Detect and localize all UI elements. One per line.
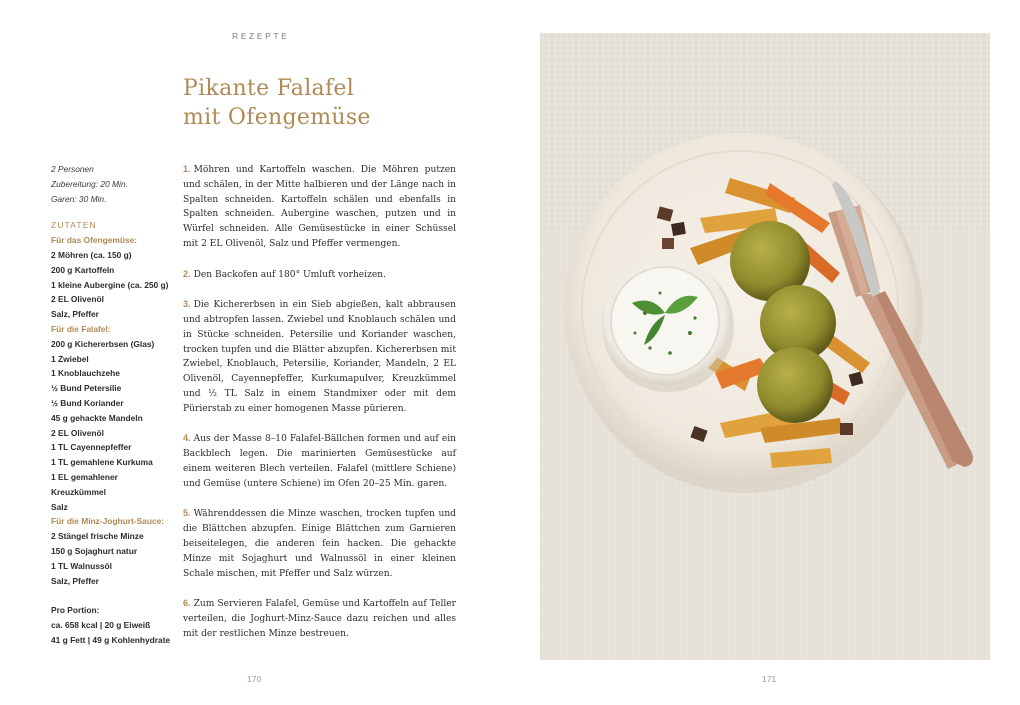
ingredient-item: Salz, Pfeffer: [51, 575, 99, 586]
instructions: [183, 162, 456, 656]
step-number: 4.: [183, 433, 191, 444]
ingredient-item: 1 TL gemahlene Kurkuma: [51, 457, 153, 468]
ingredient-item: 200 g Kartoffeln: [51, 264, 115, 275]
recipe-title-line-1: Pikante Falafel: [183, 76, 355, 101]
recipe-title: [183, 74, 371, 132]
step-text: Aus der Masse 8–10 Falafel-Bällchen formen und auf ein Backblech legen. Die marinierten Gemüsestücke auf einem weiteren Blech verteilen. Falafel (mittlere Schiene) und Gemüse (untere Schiene) im Ofen 20–25 Min. garen.: [183, 434, 456, 489]
right-page: [510, 0, 1020, 705]
group-heading: Für die Minz-Joghurt-Sauce:: [51, 516, 165, 527]
prep-time: Zubereitung: 20 Min.: [51, 178, 128, 189]
ingredient-item: 1 Zwiebel: [51, 353, 89, 364]
ingredient-item: Kreuzkümmel: [51, 486, 106, 497]
ingredient-item: Salz, Pfeffer: [51, 309, 99, 320]
step-1: [183, 162, 456, 252]
dish-illustration: [540, 33, 990, 660]
ingredient-item: 1 Knoblauchzehe: [51, 368, 120, 379]
step-number: 3.: [183, 299, 191, 310]
ingredient-item: 2 EL Olivenöl: [51, 294, 104, 305]
step-text: Die Kichererbsen in ein Sieb abgießen, kalt abbrausen und abtropfen lassen. Zwiebel und Knoblauch schälen und in Stücke schneiden. Petersilie und Koriander waschen, trocken tupfen und die Blätter abzupfen. Kichererbsen mit Zwiebel, Knoblauch, Petersilie, Koriander, Mandeln, 2 EL Olivenöl, Cayennepfeffer, Kurkumapulver, Kreuzkümmel und ½ TL Salz in einem Standmixer oder mit dem Pürierstab zu einer homogenen Masse pürieren.: [183, 300, 456, 414]
ingredient-item: 150 g Sojaghurt natur: [51, 545, 138, 556]
ingredient-item: 2 Stängel frische Minze: [51, 531, 144, 542]
step-text: Möhren und Kartoffeln waschen. Die Möhren putzen und schälen, in der Mitte halbieren und der Länge nach in Spalten schneiden. Kartoffeln schälen und ebenfalls in Spalten schneiden. Aubergine waschen, putzen und in Würfel schneiden. Alle Gemüsestücke in einer Schüssel mit 2 EL Olivenöl, Salz und Pfeffer vermengen.: [183, 165, 456, 249]
step-5: [183, 506, 456, 581]
ingredient-item: 2 Möhren (ca. 150 g): [51, 249, 132, 260]
ingredient-item: ½ Bund Koriander: [51, 397, 124, 408]
step-number: 6.: [183, 598, 191, 609]
step-number: 2.: [183, 268, 191, 279]
group-heading: Für das Ofengemüse:: [51, 235, 138, 246]
ingredients-sidebar: [51, 162, 176, 648]
step-text: Zum Servieren Falafel, Gemüse und Kartoffeln auf Teller verteilen, die Joghurt-Minz-Sauce dazu reichen und alles mit der restlichen Minze bestreuen.: [183, 599, 456, 639]
nutrition-line: ca. 658 kcal | 20 g Eiweiß: [51, 620, 151, 631]
page-number-right: 171: [762, 674, 777, 684]
group-heading: Für die Falafel:: [51, 323, 111, 334]
ingredient-item: 1 TL Walnussöl: [51, 560, 112, 571]
running-head: REZEPTE: [232, 31, 290, 41]
step-number: 1.: [183, 164, 191, 174]
nutrition-line: 41 g Fett | 49 g Kohlenhydrate: [51, 634, 171, 645]
step-2: [183, 267, 456, 283]
step-6: [183, 596, 456, 641]
step-text: Währenddessen die Minze waschen, trocken tupfen und die Blättchen abzupfen. Einige Blättchen zum Garnieren beiseitelegen, die anderen fein hacken. Die gehackte Minze mit Sojaghurt und Walnussöl in einer kleinen Schale mischen, mit Pfeffer und Salz würzen.: [183, 509, 456, 579]
nutrition-title: Pro Portion:: [51, 605, 100, 616]
page-number-left: 170: [247, 674, 262, 684]
ingredient-item: 1 EL gemahlener: [51, 471, 118, 482]
ingredients-heading: ZUTATEN: [51, 220, 97, 231]
cook-time: Garen: 30 Min.: [51, 193, 107, 204]
ingredient-item: ½ Bund Petersilie: [51, 383, 122, 394]
step-3: [183, 297, 456, 416]
recipe-title-line-2: mit Ofengemüse: [183, 105, 371, 130]
dish-photo: [540, 33, 990, 660]
step-text: Den Backofen auf 180° Umluft vorheizen.: [193, 269, 387, 280]
ingredient-item: 1 TL Cayennepfeffer: [51, 442, 132, 453]
ingredient-item: 1 kleine Aubergine (ca. 250 g): [51, 279, 169, 290]
step-4: [183, 431, 456, 491]
nutrition-info: [51, 603, 176, 647]
step-number: 5.: [183, 508, 191, 519]
ingredient-item: 2 EL Olivenöl: [51, 427, 104, 438]
ingredient-item: Salz: [51, 501, 68, 512]
ingredient-item: 200 g Kichererbsen (Glas): [51, 338, 155, 349]
ingredient-item: 45 g gehackte Mandeln: [51, 412, 143, 423]
servings: 2 Personen: [51, 164, 94, 174]
